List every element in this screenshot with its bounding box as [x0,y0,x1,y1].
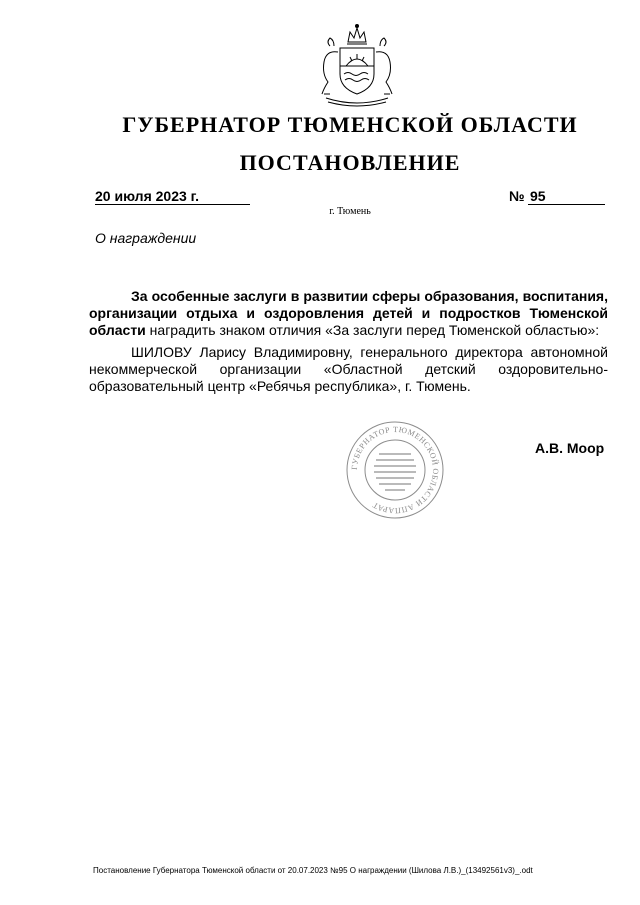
governor-title: ГУБЕРНАТОР ТЮМЕНСКОЙ ОБЛАСТИ [122,112,578,137]
seal-ring-text: ГУБЕРНАТОР ТЮМЕНСКОЙ ОБЛАСТИ АППАРАТ [349,424,441,516]
coat-of-arms-emblem [312,22,402,108]
city: г. Тюмень [329,206,371,217]
decree-date: 20 июля 2023 г. [95,188,250,205]
awardee-paragraph: ШИЛОВУ Ларису Владимировну, генерального директора автономной некоммерческой организации «Областной детский оздоровительно-образовательный центр «Ребячья республика», г. Тюмень. [89,344,608,394]
award-decision: наградить знаком отличия «За заслуги перед Тюменской областью»: [145,322,600,338]
number-sign: № [509,188,525,204]
file-footer: Постановление Губернатора Тюменской области от 20.07.2023 №95 О награждении (Шилова Л.В.)_(13492561v3)_.odt [93,866,533,875]
svg-text:ГУБЕРНАТОР ТЮМЕНСКОЙ ОБЛАСТИ А [350,425,440,515]
award-paragraph [89,288,608,339]
official-seal-stamp [345,420,445,520]
document-type: ПОСТАНОВЛЕНИЕ [239,150,461,175]
document-subject: О награждении [95,230,197,246]
decree-number: 95 [528,188,605,205]
signatory-name: А.В. Моор [535,440,605,456]
award-reason: За особенные заслуги в развитии сферы образования, воспитания, организации отдыха и оздоровления детей и подростков Тюменской области [89,288,608,338]
